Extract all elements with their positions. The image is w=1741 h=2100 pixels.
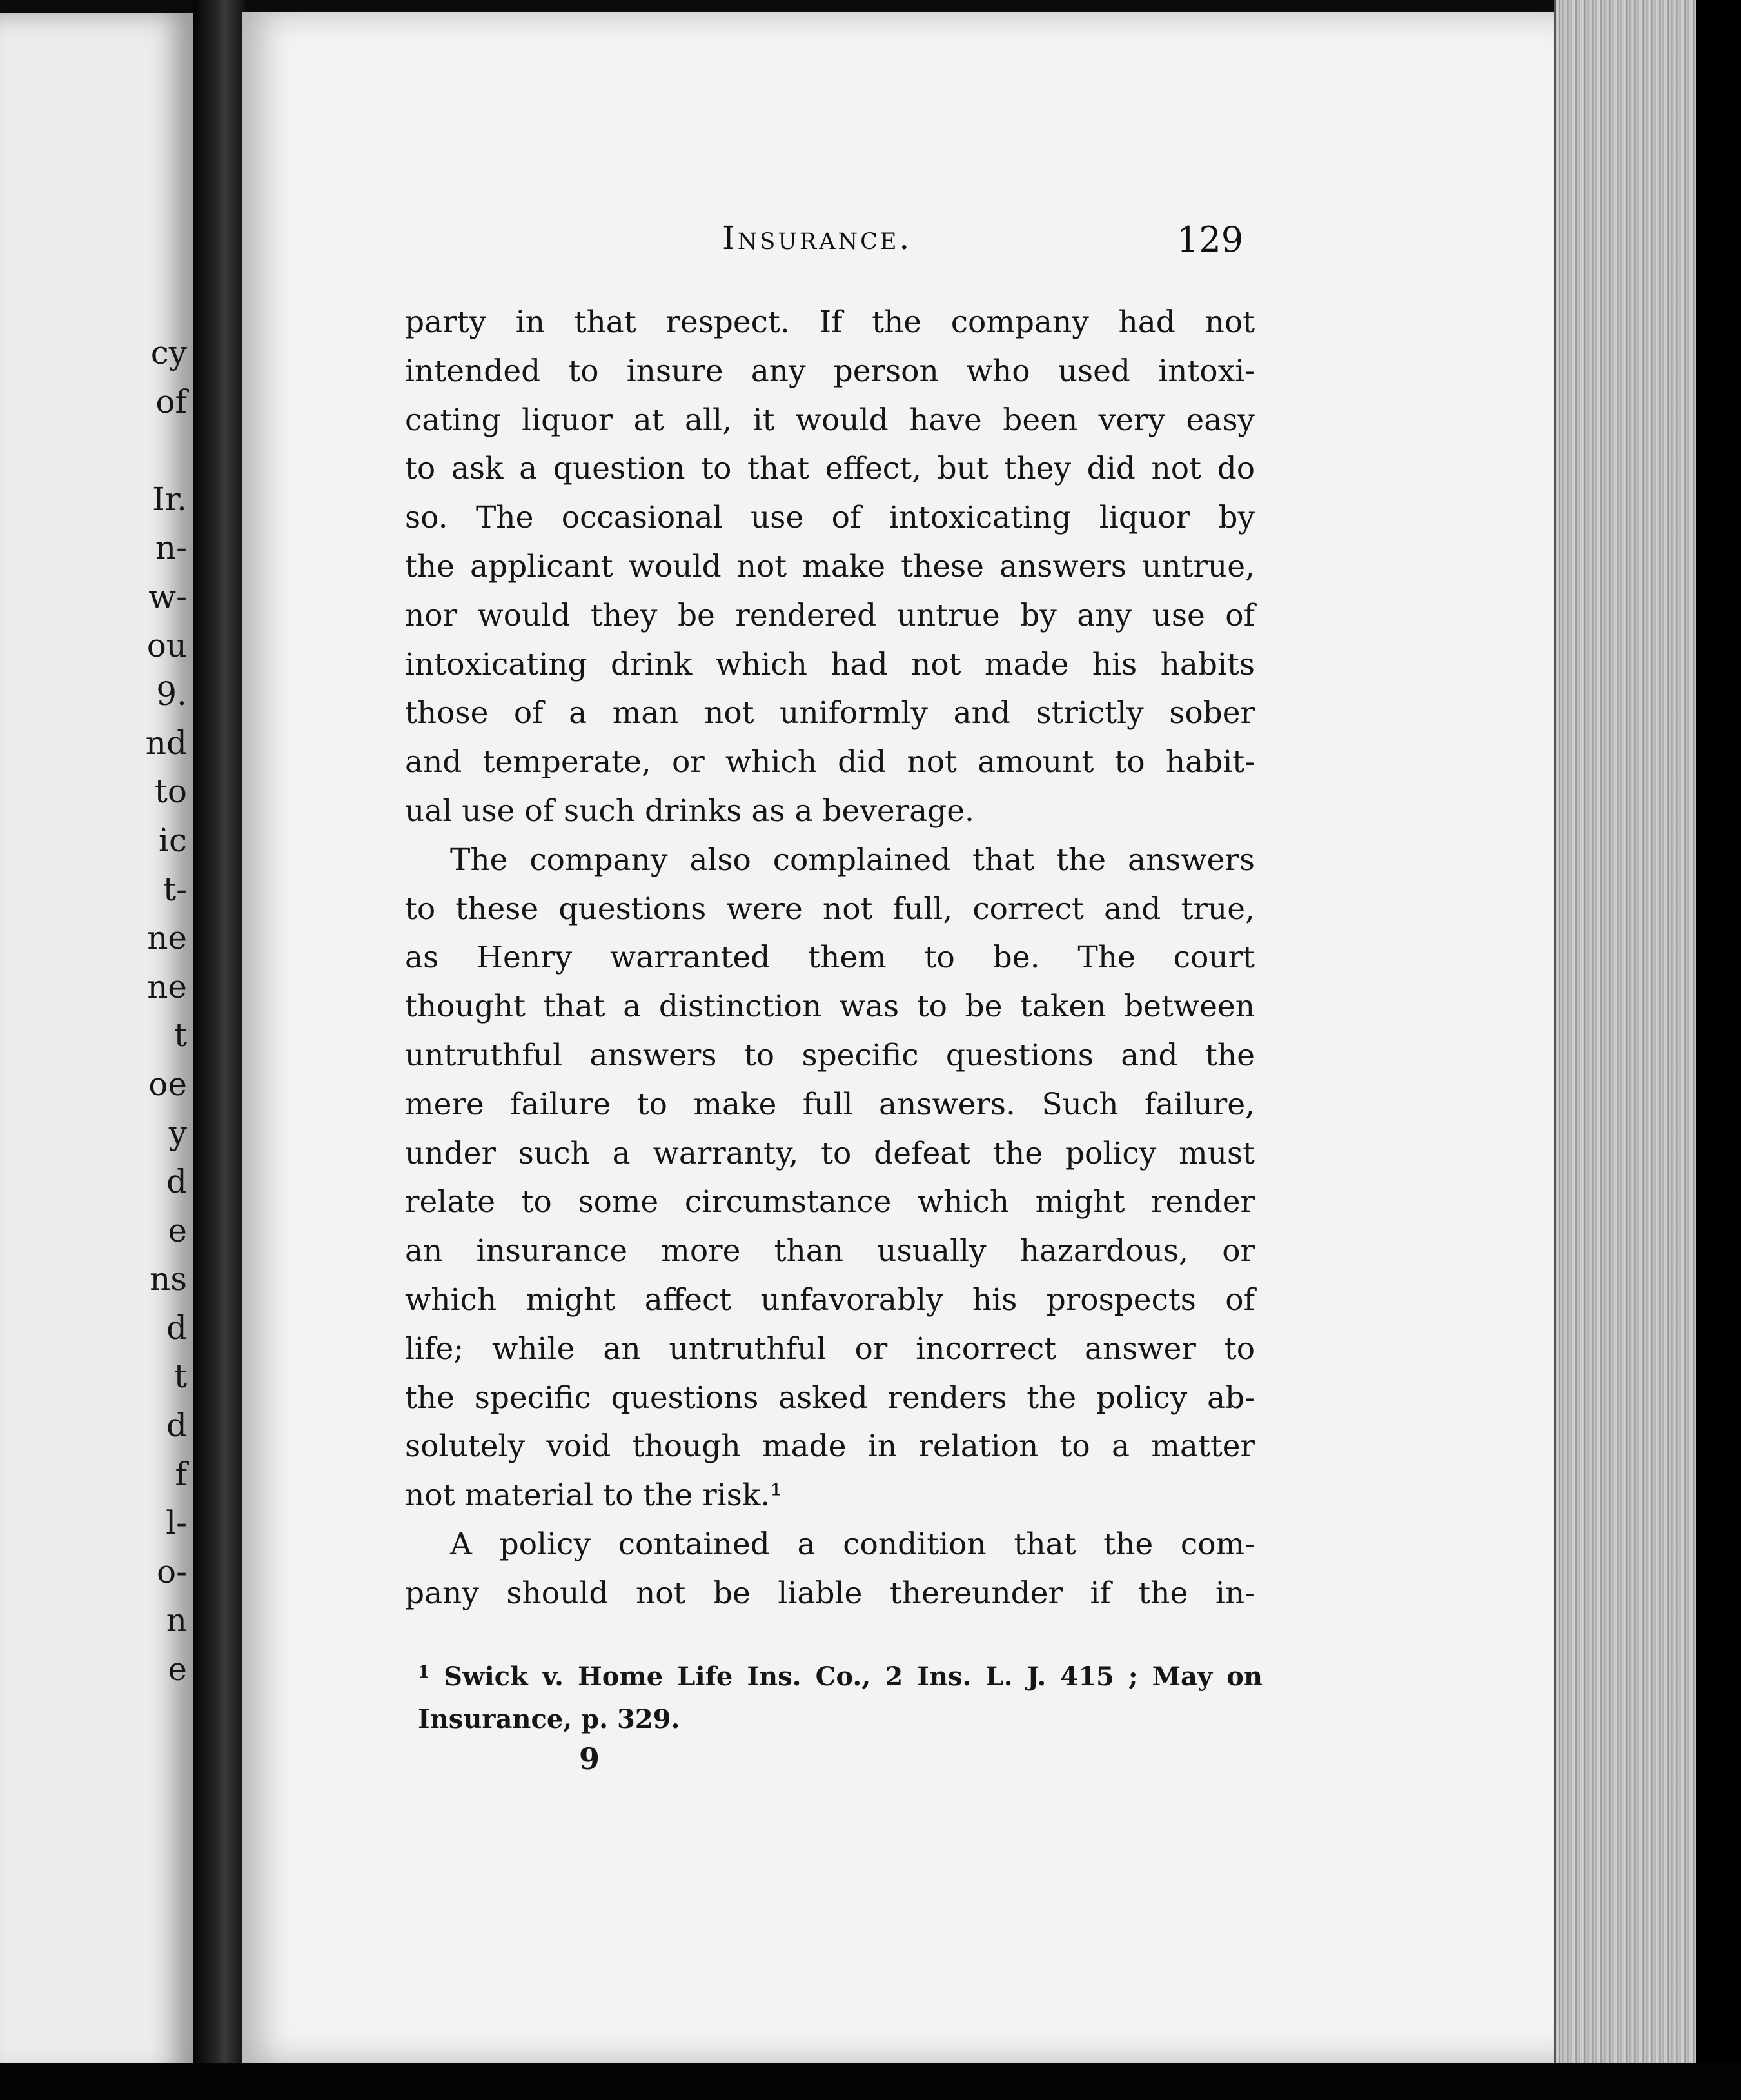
- text-line: an insurance more than usually hazardous, or: [405, 1233, 1255, 1269]
- left-line-end: e: [168, 1650, 187, 1689]
- left-line-end: l-: [166, 1504, 187, 1542]
- page-number: 129: [1177, 219, 1244, 260]
- left-line-end: ne: [147, 919, 187, 957]
- left-line-end: t: [173, 1016, 187, 1055]
- text-line: intended to insure any person who used intoxi-: [405, 353, 1255, 389]
- text-line: solutely void though made in relation to a matter: [405, 1429, 1255, 1465]
- text-line: which might affect unfavorably his prospects of: [405, 1282, 1255, 1318]
- text-line: to ask a question to that effect, but they did not do: [405, 451, 1255, 487]
- paragraph-start-line: The company also complained that the answers: [450, 842, 1255, 878]
- left-line-end: oe: [148, 1065, 187, 1103]
- left-line-end: o-: [157, 1552, 187, 1590]
- text-line: pany should not be liable thereunder if the in-: [405, 1575, 1255, 1611]
- background-edge: [1696, 0, 1741, 2100]
- left-line-end: t-: [163, 870, 187, 908]
- footnote: [418, 1651, 1263, 1741]
- left-line-end: ic: [159, 821, 187, 859]
- left-line-end: e: [168, 1211, 187, 1249]
- left-line-end: ns: [150, 1260, 187, 1298]
- footnote-line: [418, 1651, 1263, 1698]
- left-line-end: t: [173, 1358, 187, 1396]
- left-line-end: to: [154, 773, 187, 811]
- bottom-edge: [0, 2063, 1741, 2100]
- left-page-line-ends: [0, 329, 193, 1694]
- body-text: [405, 298, 1255, 1618]
- text-line: untruthful answers to specific questions and the: [405, 1037, 1255, 1073]
- text-line: ual use of such drinks as a beverage.: [405, 793, 974, 829]
- left-line-end: d: [166, 1407, 187, 1445]
- left-page-fragment: [0, 13, 197, 2077]
- left-line-end: ou: [146, 626, 187, 664]
- left-line-end: ne: [147, 967, 187, 1005]
- text-line: cating liquor at all, it would have been very easy: [405, 402, 1255, 438]
- footnote-text: Swick v. Home Life Ins. Co., 2 Ins. L. J. 415 ; May on: [444, 1661, 1263, 1692]
- left-line-end: n-: [155, 529, 187, 567]
- text-line: those of a man not uniformly and strictly sober: [405, 695, 1255, 731]
- footnote-line: Insurance, p. 329.: [418, 1704, 680, 1734]
- left-line-end: Ir.: [152, 480, 187, 518]
- left-line-end: of: [155, 382, 187, 421]
- book-gutter: [193, 0, 245, 2100]
- footnote-marker: 1: [418, 1663, 430, 1682]
- left-line-end: n: [166, 1601, 187, 1639]
- text-line: and temperate, or which did not amount to habit-: [405, 744, 1255, 780]
- text-line: to these questions were not full, correct and true,: [405, 891, 1255, 927]
- text-line: relate to some circumstance which might render: [405, 1184, 1255, 1220]
- text-line: mere failure to make full answers. Such failure,: [405, 1086, 1255, 1122]
- signature-mark: 9: [579, 1741, 600, 1776]
- text-line: the specific questions asked renders the policy ab-: [405, 1380, 1255, 1416]
- running-head: Insurance.: [722, 219, 912, 257]
- left-line-end: [0, 426, 193, 475]
- text-line: party in that respect. If the company had not: [405, 304, 1255, 340]
- text-line: thought that a distinction was to be taken between: [405, 989, 1255, 1025]
- left-line-end: d: [166, 1163, 187, 1201]
- text-line: under such a warranty, to defeat the policy must: [405, 1135, 1255, 1171]
- text-line: not material to the risk.¹: [405, 1478, 783, 1514]
- text-line: intoxicating drink which had not made his habits: [405, 646, 1255, 682]
- text-line: so. The occasional use of intoxicating liquor by: [405, 500, 1255, 536]
- left-line-end: d: [166, 1309, 187, 1347]
- text-line: as Henry warranted them to be. The court: [405, 940, 1255, 976]
- page-edges: [1554, 0, 1698, 2100]
- text-line: the applicant would not make these answers untrue,: [405, 548, 1255, 584]
- left-line-end: w-: [148, 577, 187, 615]
- paragraph-start-line: A policy contained a condition that the com-: [450, 1526, 1255, 1562]
- left-line-end: cy: [150, 334, 187, 371]
- left-line-end: y: [168, 1114, 187, 1152]
- text-line: life; while an untruthful or incorrect answer to: [405, 1331, 1255, 1367]
- left-line-end: f: [175, 1455, 187, 1493]
- left-line-end: 9.: [156, 675, 187, 713]
- text-line: nor would they be rendered untrue by any use of: [405, 597, 1255, 633]
- left-line-end: nd: [145, 724, 187, 762]
